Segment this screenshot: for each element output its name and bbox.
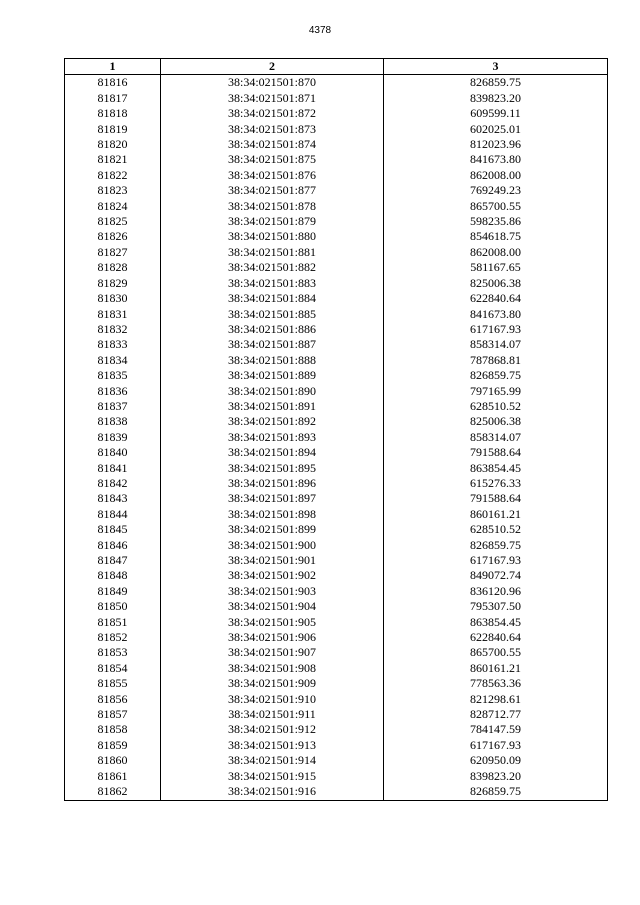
cadastral-number-cell: 38:34:021501:912 — [161, 722, 384, 737]
table-row — [65, 630, 608, 645]
value-cell: 791588.64 — [384, 491, 608, 506]
value-cell: 778563.36 — [384, 676, 608, 691]
value-cell: 784147.59 — [384, 722, 608, 737]
column-header-1: 1 — [65, 59, 161, 75]
cadastral-number-cell: 38:34:021501:888 — [161, 353, 384, 368]
cadastral-number-cell: 38:34:021501:904 — [161, 599, 384, 614]
row-number-cell: 81822 — [65, 168, 161, 183]
value-cell: 769249.23 — [384, 183, 608, 198]
table-row — [65, 384, 608, 399]
table-row — [65, 769, 608, 784]
table-row — [65, 106, 608, 121]
row-number-cell: 81829 — [65, 276, 161, 291]
cadastral-number-cell: 38:34:021501:896 — [161, 476, 384, 491]
table-row — [65, 337, 608, 352]
row-number-cell: 81819 — [65, 122, 161, 137]
value-cell: 860161.21 — [384, 507, 608, 522]
row-number-cell: 81847 — [65, 553, 161, 568]
table-row — [65, 491, 608, 506]
data-table — [64, 58, 608, 801]
table-row — [65, 75, 608, 91]
table-row — [65, 661, 608, 676]
cadastral-number-cell: 38:34:021501:909 — [161, 676, 384, 691]
table-row — [65, 168, 608, 183]
row-number-cell: 81823 — [65, 183, 161, 198]
cadastral-number-cell: 38:34:021501:884 — [161, 291, 384, 306]
cadastral-number-cell: 38:34:021501:915 — [161, 769, 384, 784]
table-row — [65, 676, 608, 691]
value-cell: 609599.11 — [384, 106, 608, 121]
value-cell: 615276.33 — [384, 476, 608, 491]
cadastral-number-cell: 38:34:021501:883 — [161, 276, 384, 291]
table-row — [65, 91, 608, 106]
table-row — [65, 599, 608, 614]
cadastral-number-cell: 38:34:021501:899 — [161, 522, 384, 537]
table-row — [65, 584, 608, 599]
value-cell: 858314.07 — [384, 430, 608, 445]
value-cell: 858314.07 — [384, 337, 608, 352]
row-number-cell: 81827 — [65, 245, 161, 260]
cadastral-number-cell: 38:34:021501:880 — [161, 229, 384, 244]
table-row — [65, 322, 608, 337]
value-cell: 825006.38 — [384, 276, 608, 291]
value-cell: 839823.20 — [384, 91, 608, 106]
value-cell: 839823.20 — [384, 769, 608, 784]
row-number-cell: 81842 — [65, 476, 161, 491]
value-cell: 826859.75 — [384, 538, 608, 553]
value-cell: 826859.75 — [384, 75, 608, 91]
table-row — [65, 753, 608, 768]
cadastral-number-cell: 38:34:021501:882 — [161, 260, 384, 275]
cadastral-number-cell: 38:34:021501:913 — [161, 738, 384, 753]
value-cell: 812023.96 — [384, 137, 608, 152]
row-number-cell: 81837 — [65, 399, 161, 414]
cadastral-number-cell: 38:34:021501:889 — [161, 368, 384, 383]
row-number-cell: 81831 — [65, 307, 161, 322]
row-number-cell: 81856 — [65, 692, 161, 707]
cadastral-number-cell: 38:34:021501:872 — [161, 106, 384, 121]
row-number-cell: 81859 — [65, 738, 161, 753]
row-number-cell: 81833 — [65, 337, 161, 352]
value-cell: 628510.52 — [384, 522, 608, 537]
cadastral-number-cell: 38:34:021501:892 — [161, 414, 384, 429]
header-row — [65, 59, 608, 75]
value-cell: 791588.64 — [384, 445, 608, 460]
value-cell: 825006.38 — [384, 414, 608, 429]
row-number-cell: 81839 — [65, 430, 161, 445]
table-row — [65, 199, 608, 214]
value-cell: 787868.81 — [384, 353, 608, 368]
table-row — [65, 430, 608, 445]
value-cell: 860161.21 — [384, 661, 608, 676]
value-cell: 617167.93 — [384, 322, 608, 337]
table-row — [65, 507, 608, 522]
value-cell: 598235.86 — [384, 214, 608, 229]
value-cell: 622840.64 — [384, 291, 608, 306]
table-row — [65, 553, 608, 568]
value-cell: 826859.75 — [384, 784, 608, 800]
value-cell: 863854.45 — [384, 461, 608, 476]
cadastral-number-cell: 38:34:021501:914 — [161, 753, 384, 768]
table-row — [65, 307, 608, 322]
value-cell: 862008.00 — [384, 245, 608, 260]
value-cell: 849072.74 — [384, 568, 608, 583]
table-row — [65, 461, 608, 476]
row-number-cell: 81853 — [65, 645, 161, 660]
column-header-3: 3 — [384, 59, 608, 75]
cadastral-number-cell: 38:34:021501:897 — [161, 491, 384, 506]
cadastral-number-cell: 38:34:021501:903 — [161, 584, 384, 599]
row-number-cell: 81862 — [65, 784, 161, 800]
row-number-cell: 81834 — [65, 353, 161, 368]
value-cell: 863854.45 — [384, 615, 608, 630]
cadastral-number-cell: 38:34:021501:894 — [161, 445, 384, 460]
value-cell: 865700.55 — [384, 199, 608, 214]
row-number-cell: 81855 — [65, 676, 161, 691]
table-row — [65, 445, 608, 460]
row-number-cell: 81825 — [65, 214, 161, 229]
row-number-cell: 81817 — [65, 91, 161, 106]
cadastral-number-cell: 38:34:021501:875 — [161, 152, 384, 167]
table-row — [65, 615, 608, 630]
value-cell: 841673.80 — [384, 307, 608, 322]
cadastral-number-cell: 38:34:021501:890 — [161, 384, 384, 399]
table-row — [65, 353, 608, 368]
table-body — [65, 75, 608, 800]
row-number-cell: 81835 — [65, 368, 161, 383]
table-row — [65, 152, 608, 167]
row-number-cell: 81848 — [65, 568, 161, 583]
table-row — [65, 368, 608, 383]
table-row — [65, 183, 608, 198]
value-cell: 795307.50 — [384, 599, 608, 614]
row-number-cell: 81857 — [65, 707, 161, 722]
cadastral-number-cell: 38:34:021501:879 — [161, 214, 384, 229]
cadastral-number-cell: 38:34:021501:878 — [161, 199, 384, 214]
row-number-cell: 81838 — [65, 414, 161, 429]
row-number-cell: 81849 — [65, 584, 161, 599]
table-row — [65, 245, 608, 260]
table-row — [65, 260, 608, 275]
value-cell: 854618.75 — [384, 229, 608, 244]
row-number-cell: 81843 — [65, 491, 161, 506]
value-cell: 617167.93 — [384, 553, 608, 568]
row-number-cell: 81826 — [65, 229, 161, 244]
table-row — [65, 291, 608, 306]
cadastral-number-cell: 38:34:021501:900 — [161, 538, 384, 553]
cadastral-number-cell: 38:34:021501:885 — [161, 307, 384, 322]
value-cell: 617167.93 — [384, 738, 608, 753]
table-row — [65, 122, 608, 137]
cadastral-number-cell: 38:34:021501:902 — [161, 568, 384, 583]
table-header — [65, 59, 608, 75]
value-cell: 602025.01 — [384, 122, 608, 137]
row-number-cell: 81850 — [65, 599, 161, 614]
cadastral-number-cell: 38:34:021501:916 — [161, 784, 384, 800]
row-number-cell: 81845 — [65, 522, 161, 537]
row-number-cell: 81816 — [65, 75, 161, 91]
value-cell: 828712.77 — [384, 707, 608, 722]
cadastral-number-cell: 38:34:021501:873 — [161, 122, 384, 137]
row-number-cell: 81854 — [65, 661, 161, 676]
row-number-cell: 81824 — [65, 199, 161, 214]
row-number-cell: 81840 — [65, 445, 161, 460]
row-number-cell: 81820 — [65, 137, 161, 152]
cadastral-number-cell: 38:34:021501:895 — [161, 461, 384, 476]
row-number-cell: 81836 — [65, 384, 161, 399]
value-cell: 628510.52 — [384, 399, 608, 414]
cadastral-number-cell: 38:34:021501:886 — [161, 322, 384, 337]
table-row — [65, 137, 608, 152]
cadastral-number-cell: 38:34:021501:881 — [161, 245, 384, 260]
row-number-cell: 81832 — [65, 322, 161, 337]
table-row — [65, 476, 608, 491]
cadastral-number-cell: 38:34:021501:907 — [161, 645, 384, 660]
row-number-cell: 81861 — [65, 769, 161, 784]
column-header-2: 2 — [161, 59, 384, 75]
table-row — [65, 568, 608, 583]
cadastral-number-cell: 38:34:021501:870 — [161, 75, 384, 91]
cadastral-number-cell: 38:34:021501:908 — [161, 661, 384, 676]
table-row — [65, 738, 608, 753]
row-number-cell: 81821 — [65, 152, 161, 167]
row-number-cell: 81830 — [65, 291, 161, 306]
table-row — [65, 692, 608, 707]
value-cell: 622840.64 — [384, 630, 608, 645]
cadastral-number-cell: 38:34:021501:871 — [161, 91, 384, 106]
value-cell: 797165.99 — [384, 384, 608, 399]
cadastral-number-cell: 38:34:021501:876 — [161, 168, 384, 183]
value-cell: 821298.61 — [384, 692, 608, 707]
table-row — [65, 784, 608, 800]
row-number-cell: 81851 — [65, 615, 161, 630]
cadastral-number-cell: 38:34:021501:901 — [161, 553, 384, 568]
cadastral-number-cell: 38:34:021501:906 — [161, 630, 384, 645]
cadastral-number-cell: 38:34:021501:893 — [161, 430, 384, 445]
table-row — [65, 414, 608, 429]
table-row — [65, 707, 608, 722]
row-number-cell: 81818 — [65, 106, 161, 121]
cadastral-number-cell: 38:34:021501:910 — [161, 692, 384, 707]
table-row — [65, 214, 608, 229]
cadastral-number-cell: 38:34:021501:905 — [161, 615, 384, 630]
cadastral-number-cell: 38:34:021501:877 — [161, 183, 384, 198]
table-row — [65, 276, 608, 291]
table-row — [65, 722, 608, 737]
row-number-cell: 81844 — [65, 507, 161, 522]
row-number-cell: 81828 — [65, 260, 161, 275]
value-cell: 620950.09 — [384, 753, 608, 768]
table-row — [65, 538, 608, 553]
cadastral-number-cell: 38:34:021501:874 — [161, 137, 384, 152]
value-cell: 865700.55 — [384, 645, 608, 660]
row-number-cell: 81860 — [65, 753, 161, 768]
value-cell: 836120.96 — [384, 584, 608, 599]
cadastral-number-cell: 38:34:021501:898 — [161, 507, 384, 522]
cadastral-number-cell: 38:34:021501:887 — [161, 337, 384, 352]
value-cell: 581167.65 — [384, 260, 608, 275]
cadastral-number-cell: 38:34:021501:911 — [161, 707, 384, 722]
row-number-cell: 81841 — [65, 461, 161, 476]
row-number-cell: 81858 — [65, 722, 161, 737]
value-cell: 826859.75 — [384, 368, 608, 383]
value-cell: 862008.00 — [384, 168, 608, 183]
row-number-cell: 81846 — [65, 538, 161, 553]
table-row — [65, 522, 608, 537]
page-number: 4378 — [308, 25, 332, 36]
row-number-cell: 81852 — [65, 630, 161, 645]
table-row — [65, 645, 608, 660]
cadastral-number-cell: 38:34:021501:891 — [161, 399, 384, 414]
value-cell: 841673.80 — [384, 152, 608, 167]
table-row — [65, 399, 608, 414]
table-row — [65, 229, 608, 244]
